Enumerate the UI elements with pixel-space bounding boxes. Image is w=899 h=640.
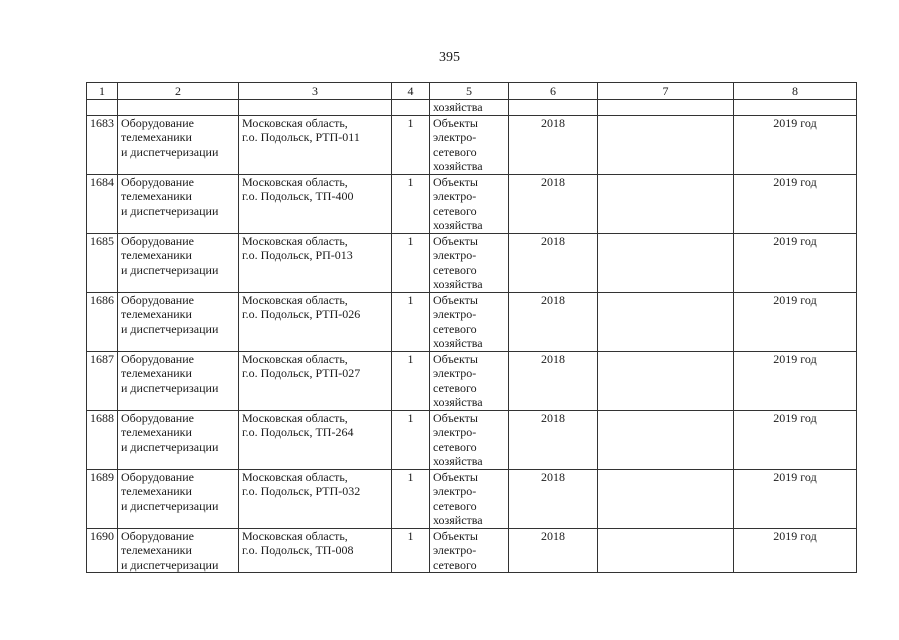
category-cell: Объекты электро- сетевого хозяйства bbox=[430, 233, 509, 292]
equipment-name-cell: Оборудование телемеханики и диспетчеризации bbox=[118, 410, 239, 469]
continuation-text: хозяйства bbox=[430, 100, 509, 116]
year-cell: 2018 bbox=[509, 174, 598, 233]
quantity-cell: 1 bbox=[392, 410, 430, 469]
registry-table bbox=[86, 82, 857, 573]
location-cell: Московская область, г.о. Подольск, РТП-026 bbox=[239, 292, 392, 351]
category-cell: Объекты электро- сетевого хозяйства bbox=[430, 292, 509, 351]
column-7-cell bbox=[598, 469, 734, 528]
header-cell: 3 bbox=[239, 83, 392, 100]
quantity-cell: 1 bbox=[392, 233, 430, 292]
period-cell: 2019 год bbox=[734, 292, 857, 351]
quantity-cell: 1 bbox=[392, 351, 430, 410]
column-7-cell bbox=[598, 174, 734, 233]
row-number-cell: 1686 bbox=[87, 292, 118, 351]
quantity-cell: 1 bbox=[392, 292, 430, 351]
period-cell: 2019 год bbox=[734, 528, 857, 573]
column-7-cell bbox=[598, 233, 734, 292]
header-cell: 2 bbox=[118, 83, 239, 100]
year-cell: 2018 bbox=[509, 292, 598, 351]
table-row bbox=[87, 115, 857, 174]
location-cell: Московская область, г.о. Подольск, РТП-011 bbox=[239, 115, 392, 174]
quantity-cell: 1 bbox=[392, 528, 430, 573]
row-number-cell: 1685 bbox=[87, 233, 118, 292]
row-number-cell: 1689 bbox=[87, 469, 118, 528]
page-number: 395 bbox=[439, 50, 460, 65]
year-cell: 2018 bbox=[509, 528, 598, 573]
header-cell: 1 bbox=[87, 83, 118, 100]
column-7-cell bbox=[598, 115, 734, 174]
row-number-cell: 1684 bbox=[87, 174, 118, 233]
period-cell: 2019 год bbox=[734, 410, 857, 469]
year-cell: 2018 bbox=[509, 469, 598, 528]
location-cell: Московская область, г.о. Подольск, ТП-400 bbox=[239, 174, 392, 233]
row-number-cell: 1687 bbox=[87, 351, 118, 410]
table-row bbox=[87, 292, 857, 351]
quantity-cell: 1 bbox=[392, 469, 430, 528]
location-cell: Московская область, г.о. Подольск, ТП-008 bbox=[239, 528, 392, 573]
header-cell: 5 bbox=[430, 83, 509, 100]
header-row bbox=[87, 83, 857, 100]
year-cell: 2018 bbox=[509, 233, 598, 292]
category-cell: Объекты электро- сетевого хозяйства bbox=[430, 351, 509, 410]
header-cell: 6 bbox=[509, 83, 598, 100]
equipment-name-cell: Оборудование телемеханики и диспетчеризации bbox=[118, 469, 239, 528]
table-row bbox=[87, 351, 857, 410]
equipment-name-cell: Оборудование телемеханики и диспетчеризации bbox=[118, 115, 239, 174]
equipment-name-cell: Оборудование телемеханики и диспетчеризации bbox=[118, 292, 239, 351]
category-cell: Объекты электро- сетевого bbox=[430, 528, 509, 573]
table-row bbox=[87, 469, 857, 528]
table-row bbox=[87, 528, 857, 573]
row-number-cell: 1683 bbox=[87, 115, 118, 174]
quantity-cell: 1 bbox=[392, 115, 430, 174]
row-number-cell: 1688 bbox=[87, 410, 118, 469]
period-cell: 2019 год bbox=[734, 115, 857, 174]
period-cell: 2019 год bbox=[734, 233, 857, 292]
equipment-name-cell: Оборудование телемеханики и диспетчеризации bbox=[118, 351, 239, 410]
quantity-cell: 1 bbox=[392, 174, 430, 233]
table-row bbox=[87, 233, 857, 292]
row-number-cell: 1690 bbox=[87, 528, 118, 573]
column-7-cell bbox=[598, 410, 734, 469]
equipment-name-cell: Оборудование телемеханики и диспетчеризации bbox=[118, 174, 239, 233]
header-cell: 4 bbox=[392, 83, 430, 100]
category-cell: Объекты электро- сетевого хозяйства bbox=[430, 174, 509, 233]
year-cell: 2018 bbox=[509, 351, 598, 410]
table-row bbox=[87, 410, 857, 469]
category-cell: Объекты электро- сетевого хозяйства bbox=[430, 469, 509, 528]
equipment-name-cell: Оборудование телемеханики и диспетчеризации bbox=[118, 233, 239, 292]
category-cell: Объекты электро- сетевого хозяйства bbox=[430, 410, 509, 469]
equipment-name-cell: Оборудование телемеханики и диспетчеризации bbox=[118, 528, 239, 573]
location-cell: Московская область, г.о. Подольск, РТП-032 bbox=[239, 469, 392, 528]
year-cell: 2018 bbox=[509, 115, 598, 174]
column-7-cell bbox=[598, 351, 734, 410]
year-cell: 2018 bbox=[509, 410, 598, 469]
period-cell: 2019 год bbox=[734, 351, 857, 410]
header-cell: 7 bbox=[598, 83, 734, 100]
table-row bbox=[87, 174, 857, 233]
header-cell: 8 bbox=[734, 83, 857, 100]
category-cell: Объекты электро- сетевого хозяйства bbox=[430, 115, 509, 174]
period-cell: 2019 год bbox=[734, 174, 857, 233]
location-cell: Московская область, г.о. Подольск, ТП-264 bbox=[239, 410, 392, 469]
column-7-cell bbox=[598, 528, 734, 573]
column-7-cell bbox=[598, 292, 734, 351]
continuation-row bbox=[87, 100, 857, 116]
location-cell: Московская область, г.о. Подольск, РТП-027 bbox=[239, 351, 392, 410]
location-cell: Московская область, г.о. Подольск, РП-013 bbox=[239, 233, 392, 292]
period-cell: 2019 год bbox=[734, 469, 857, 528]
